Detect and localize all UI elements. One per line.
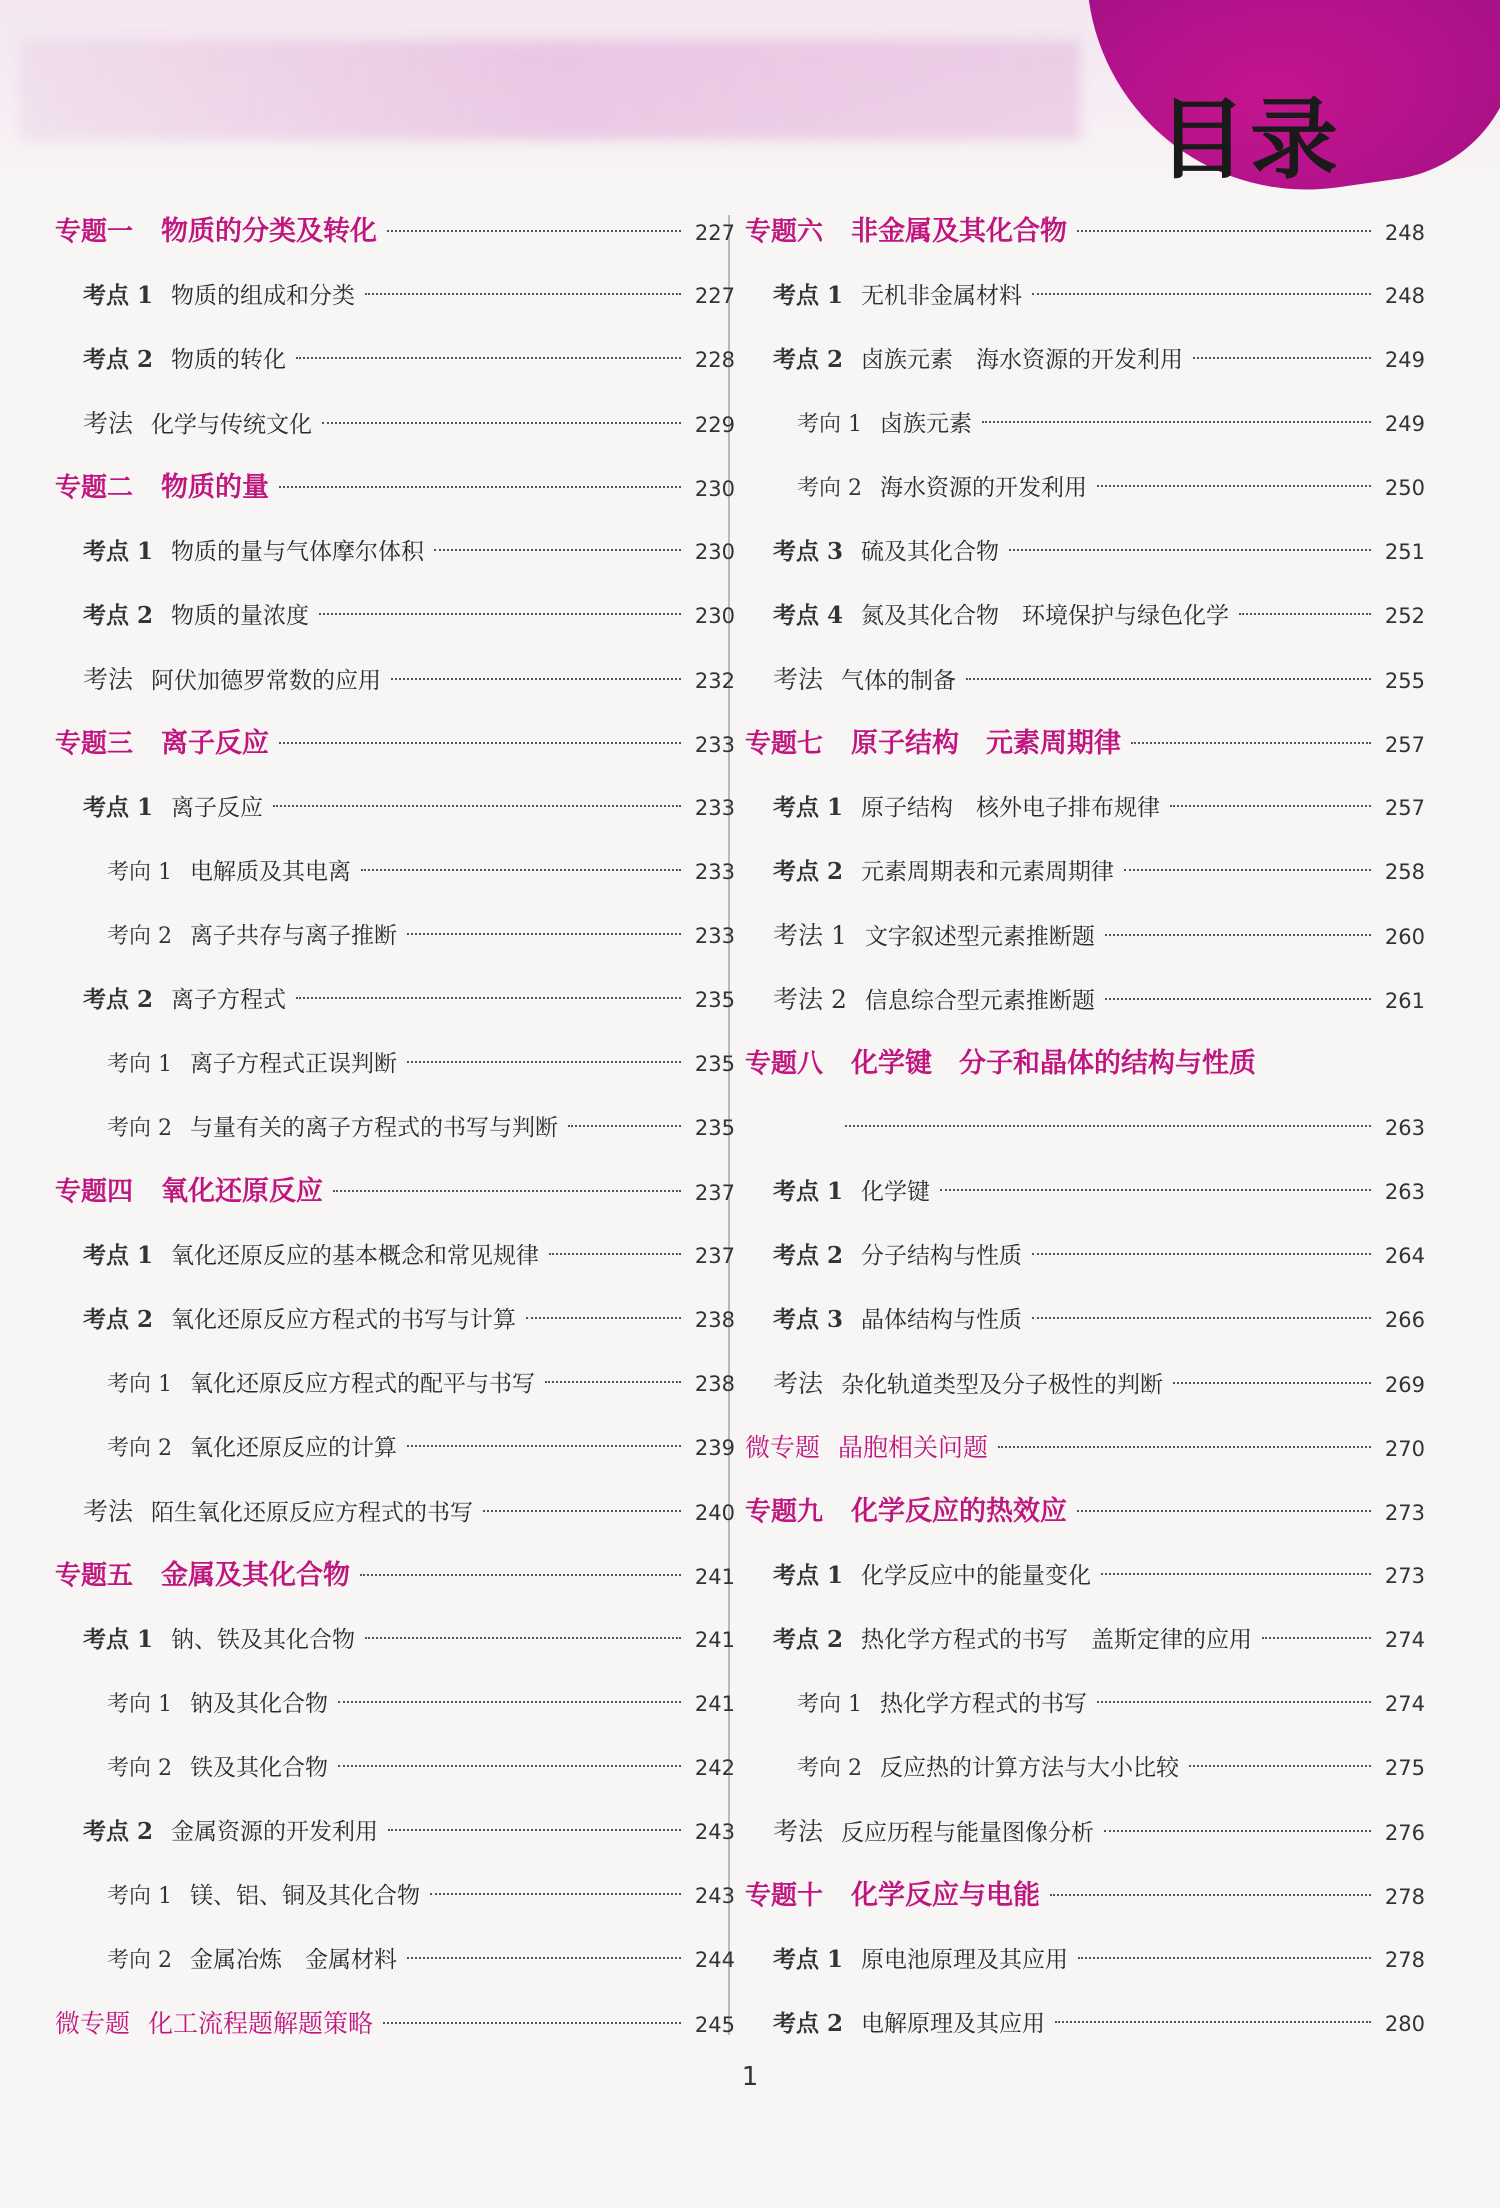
entry-title: 阿伏加德罗常数的应用 xyxy=(151,668,382,694)
entry-page-number: 274 xyxy=(1384,1628,1425,1652)
entry-title: 分子结构与性质 xyxy=(861,1243,1023,1269)
entry-tag: 考点 2 xyxy=(83,1306,154,1333)
entry-page-number: 241 xyxy=(694,1628,735,1652)
dot-leader xyxy=(1105,934,1371,936)
toc-entry[interactable] xyxy=(745,1352,1425,1416)
entry-tag: 考向 1 xyxy=(107,860,172,885)
entry-page-number: 264 xyxy=(1384,1244,1425,1268)
entry-page-number: 239 xyxy=(694,1436,735,1460)
entry-page-number: 241 xyxy=(694,1692,735,1716)
entry-page-number: 227 xyxy=(694,284,735,308)
dot-leader xyxy=(1101,1573,1371,1575)
entry-tag: 专题五 xyxy=(55,1561,134,1591)
dot-leader xyxy=(365,293,681,295)
entry-page-number: 257 xyxy=(1384,733,1425,757)
dot-leader xyxy=(434,549,681,551)
dot-leader xyxy=(1077,230,1371,232)
dot-leader xyxy=(1104,1830,1371,1832)
entry-tag: 考点 1 xyxy=(773,1562,844,1589)
dot-leader xyxy=(982,421,1371,423)
entry-tag: 考向 2 xyxy=(797,476,862,501)
toc-entry[interactable] xyxy=(55,1864,735,1928)
toc-right-column xyxy=(745,200,1425,2056)
entry-page-number: 233 xyxy=(694,860,735,884)
entry-tag: 考向 2 xyxy=(107,1436,172,1461)
entry-title: 原电池原理及其应用 xyxy=(861,1947,1069,1973)
dot-leader xyxy=(391,678,681,680)
dot-leader xyxy=(1124,869,1371,871)
entry-title: 无机非金属材料 xyxy=(861,283,1023,309)
dot-leader xyxy=(1262,1637,1371,1639)
entry-tag: 考点 4 xyxy=(773,602,844,629)
toc-entry[interactable] xyxy=(745,840,1425,904)
entry-tag: 考点 3 xyxy=(773,1306,844,1333)
toc-entry[interactable] xyxy=(55,1736,735,1800)
toc-topic-entry[interactable] xyxy=(55,1160,735,1224)
dot-leader xyxy=(279,486,681,488)
toc-entry[interactable] xyxy=(55,1224,735,1288)
entry-page-number: 244 xyxy=(694,1948,735,1972)
entry-page-number: 255 xyxy=(1384,669,1425,693)
entry-title: 杂化轨道类型及分子极性的判断 xyxy=(841,1372,1164,1398)
toc-entry[interactable] xyxy=(55,1288,735,1352)
entry-page-number: 227 xyxy=(694,221,735,245)
dot-leader xyxy=(430,1893,681,1895)
entry-title: 元素周期表和元素周期律 xyxy=(861,859,1115,885)
entry-title: 晶胞相关问题 xyxy=(838,1433,989,1462)
dot-leader xyxy=(1189,1765,1371,1767)
entry-title: 氮及其化合物 环境保护与绿色化学 xyxy=(861,603,1230,629)
dot-leader xyxy=(383,2022,681,2024)
entry-title: 离子方程式正误判断 xyxy=(190,1051,397,1077)
toc-entry[interactable] xyxy=(745,392,1425,456)
entry-page-number: 233 xyxy=(694,733,735,757)
dot-leader xyxy=(1032,1253,1371,1255)
entry-title: 氧化还原反应的基本概念和常见规律 xyxy=(171,1243,540,1269)
dot-leader xyxy=(1131,742,1371,744)
page-number: 1 xyxy=(741,2062,759,2092)
toc-entry[interactable] xyxy=(55,392,735,456)
entry-tag: 考点 2 xyxy=(83,986,154,1013)
entry-title: 非金属及其化合物 xyxy=(851,216,1068,247)
entry-tag: 考法 xyxy=(773,1369,824,1398)
toc-topic-entry[interactable] xyxy=(55,456,735,520)
dot-leader xyxy=(296,357,681,359)
entry-tag: 考点 1 xyxy=(773,1946,844,1973)
entry-title: 氧化还原反应方程式的书写与计算 xyxy=(171,1307,517,1333)
toc-entry[interactable] xyxy=(55,1032,735,1096)
entry-page-number: 263 xyxy=(1384,1180,1425,1204)
entry-tag: 专题四 xyxy=(55,1177,134,1207)
entry-page-number: 260 xyxy=(1384,925,1425,949)
toc-topic-entry[interactable] xyxy=(745,200,1425,264)
dot-leader xyxy=(407,1957,681,1959)
toc-entry[interactable] xyxy=(55,1352,735,1416)
dot-leader xyxy=(549,1253,681,1255)
entry-tag: 考向 2 xyxy=(797,1756,862,1781)
entry-title: 金属资源的开发利用 xyxy=(171,1819,379,1845)
entry-tag: 考点 2 xyxy=(773,858,844,885)
toc-entry[interactable] xyxy=(745,328,1425,392)
toc-entry[interactable] xyxy=(55,1096,735,1160)
entry-page-number: 233 xyxy=(694,924,735,948)
entry-title: 与量有关的离子方程式的书写与判断 xyxy=(190,1115,558,1141)
toc-topic-entry[interactable] xyxy=(55,200,735,264)
entry-page-number: 241 xyxy=(694,1565,735,1589)
entry-tag: 考点 1 xyxy=(83,1626,154,1653)
entry-title: 物质的转化 xyxy=(171,347,287,373)
entry-title: 离子方程式 xyxy=(171,987,287,1013)
entry-tag: 考点 1 xyxy=(773,282,844,309)
entry-page-number: 232 xyxy=(694,669,735,693)
entry-page-number: 230 xyxy=(694,604,735,628)
toc-entry[interactable] xyxy=(745,648,1425,712)
entry-page-number: 270 xyxy=(1384,1437,1425,1461)
entry-page-number: 237 xyxy=(694,1244,735,1268)
entry-title: 热化学方程式的书写 盖斯定律的应用 xyxy=(861,1627,1253,1653)
entry-page-number: 243 xyxy=(694,1820,735,1844)
dot-leader xyxy=(845,1125,1371,1127)
entry-tag: 考向 1 xyxy=(107,1884,172,1909)
entry-title: 热化学方程式的书写 xyxy=(880,1691,1087,1717)
dot-leader xyxy=(388,1829,681,1831)
entry-title: 氧化还原反应方程式的配平与书写 xyxy=(190,1371,535,1397)
entry-title: 金属冶炼 金属材料 xyxy=(190,1947,397,1973)
toc-entry[interactable] xyxy=(745,1928,1425,1992)
toc-entry[interactable] xyxy=(745,456,1425,520)
entry-tag: 考点 2 xyxy=(773,1242,844,1269)
entry-page-number: 235 xyxy=(694,988,735,1012)
entry-tag: 考法 xyxy=(83,409,134,438)
dot-leader xyxy=(483,1510,681,1512)
toc-entry[interactable] xyxy=(745,1096,1425,1160)
entry-page-number: 248 xyxy=(1384,284,1425,308)
toc-entry[interactable] xyxy=(745,1224,1425,1288)
entry-tag: 考法 1 xyxy=(773,921,847,950)
dot-leader xyxy=(407,1061,681,1063)
toc-entry[interactable] xyxy=(55,968,735,1032)
entry-tag: 考法 2 xyxy=(773,985,847,1014)
entry-tag: 考向 2 xyxy=(107,1948,172,1973)
entry-title: 物质的量 xyxy=(161,472,270,503)
entry-title: 陌生氧化还原反应方程式的书写 xyxy=(151,1500,474,1526)
toc-entry[interactable] xyxy=(55,840,735,904)
entry-tag: 考点 3 xyxy=(773,538,844,565)
entry-page-number: 249 xyxy=(1384,348,1425,372)
toc-topic-entry[interactable] xyxy=(745,712,1425,776)
entry-page-number: 278 xyxy=(1384,1948,1425,1972)
entry-tag: 考向 2 xyxy=(107,1756,172,1781)
dot-leader xyxy=(568,1125,681,1127)
dot-leader xyxy=(1239,613,1371,615)
toc-entry[interactable] xyxy=(745,776,1425,840)
entry-page-number: 266 xyxy=(1384,1308,1425,1332)
entry-title: 氧化还原反应的计算 xyxy=(190,1435,397,1461)
entry-page-number: 258 xyxy=(1384,860,1425,884)
entry-page-number: 273 xyxy=(1384,1501,1425,1525)
entry-title: 化学反应与电能 xyxy=(851,1880,1041,1911)
entry-title: 原子结构 元素周期律 xyxy=(851,728,1122,759)
dot-leader xyxy=(1105,998,1371,1000)
dot-leader xyxy=(322,422,681,424)
toc-topic-entry[interactable] xyxy=(745,1864,1425,1928)
toc-entry[interactable] xyxy=(745,1672,1425,1736)
dot-leader xyxy=(1050,1894,1371,1896)
entry-page-number: 273 xyxy=(1384,1564,1425,1588)
entry-title: 硫及其化合物 xyxy=(861,539,1000,565)
toc-entry[interactable] xyxy=(55,328,735,392)
toc-entry[interactable] xyxy=(55,1672,735,1736)
toc-entry[interactable] xyxy=(745,264,1425,328)
dot-leader xyxy=(319,613,681,615)
entry-page-number: 229 xyxy=(694,413,735,437)
dot-leader xyxy=(1170,805,1371,807)
entry-title: 电解质及其电离 xyxy=(190,859,351,885)
toc-topic-entry[interactable] xyxy=(745,1480,1425,1544)
dot-leader xyxy=(273,805,681,807)
toc-topic-entry[interactable] xyxy=(55,1544,735,1608)
entry-tag: 考法 xyxy=(83,1497,134,1526)
entry-title: 化学键 分子和晶体的结构与性质 xyxy=(851,1048,1257,1079)
entry-tag: 专题六 xyxy=(745,217,824,247)
entry-page-number: 230 xyxy=(694,477,735,501)
toc-entry[interactable] xyxy=(745,584,1425,648)
entry-page-number: 240 xyxy=(694,1501,735,1525)
entry-page-number: 269 xyxy=(1384,1373,1425,1397)
entry-page-number: 261 xyxy=(1384,989,1425,1013)
entry-page-number: 252 xyxy=(1384,604,1425,628)
entry-tag: 考法 xyxy=(773,1817,824,1846)
entry-page-number: 263 xyxy=(1384,1116,1425,1140)
entry-page-number: 238 xyxy=(694,1372,735,1396)
toc-entry[interactable] xyxy=(745,1288,1425,1352)
entry-page-number: 280 xyxy=(1384,2012,1425,2036)
entry-page-number: 233 xyxy=(694,796,735,820)
toc-entry[interactable] xyxy=(55,1992,735,2056)
entry-page-number: 278 xyxy=(1384,1885,1425,1909)
entry-title: 物质的量浓度 xyxy=(171,603,310,629)
entry-page-number: 235 xyxy=(694,1052,735,1076)
toc-entry[interactable] xyxy=(55,904,735,968)
entry-title: 信息综合型元素推断题 xyxy=(864,988,1095,1014)
entry-tag: 考点 1 xyxy=(83,1242,154,1269)
dot-leader xyxy=(387,230,681,232)
toc-entry[interactable] xyxy=(745,1416,1425,1480)
entry-tag: 考向 1 xyxy=(107,1692,172,1717)
entry-page-number: 245 xyxy=(694,2013,735,2037)
toc-entry[interactable] xyxy=(55,648,735,712)
entry-title: 化学反应中的能量变化 xyxy=(861,1563,1092,1589)
entry-title: 晶体结构与性质 xyxy=(861,1307,1023,1333)
toc-entry[interactable] xyxy=(745,1800,1425,1864)
toc-left-column xyxy=(55,200,735,2056)
entry-title: 卤族元素 xyxy=(880,411,972,437)
toc-entry[interactable] xyxy=(55,1608,735,1672)
entry-title: 文字叙述型元素推断题 xyxy=(864,924,1095,950)
entry-title: 气体的制备 xyxy=(841,668,957,694)
entry-page-number: 274 xyxy=(1384,1692,1425,1716)
entry-page-number: 250 xyxy=(1384,476,1425,500)
entry-tag: 考点 1 xyxy=(83,282,154,309)
entry-page-number: 249 xyxy=(1384,412,1425,436)
entry-tag: 专题三 xyxy=(55,729,134,759)
entry-page-number: 237 xyxy=(694,1181,735,1205)
entry-title: 金属及其化合物 xyxy=(161,1560,351,1591)
entry-tag: 考点 2 xyxy=(773,346,844,373)
dot-leader xyxy=(361,869,681,871)
entry-page-number: 228 xyxy=(694,348,735,372)
entry-title: 原子结构 核外电子排布规律 xyxy=(861,795,1161,821)
toc-entry[interactable] xyxy=(55,1800,735,1864)
entry-tag: 微专题 xyxy=(745,1433,821,1462)
entry-title: 化学反应的热效应 xyxy=(851,1496,1068,1527)
dot-leader xyxy=(333,1190,681,1192)
header-decoration xyxy=(20,40,1080,140)
toc-topic-entry[interactable] xyxy=(55,712,735,776)
toc-entry[interactable] xyxy=(745,1992,1425,2056)
entry-title: 物质的组成和分类 xyxy=(171,283,356,309)
entry-tag: 考点 2 xyxy=(773,2010,844,2037)
entry-tag: 考点 2 xyxy=(83,602,154,629)
entry-page-number: 242 xyxy=(694,1756,735,1780)
toc-entry[interactable] xyxy=(55,1480,735,1544)
entry-page-number: 243 xyxy=(694,1884,735,1908)
dot-leader xyxy=(966,678,1371,680)
entry-title: 铁及其化合物 xyxy=(190,1755,328,1781)
entry-tag: 考向 1 xyxy=(797,412,862,437)
entry-page-number: 257 xyxy=(1384,796,1425,820)
entry-title: 氧化还原反应 xyxy=(161,1176,324,1207)
entry-title: 化学键 xyxy=(861,1179,931,1205)
toc-entry[interactable] xyxy=(55,264,735,328)
entry-title: 反应历程与能量图像分析 xyxy=(841,1820,1095,1846)
page-title: 目录 xyxy=(1158,88,1343,191)
entry-title: 化学与传统文化 xyxy=(151,412,313,438)
dot-leader xyxy=(407,1445,681,1447)
entry-tag: 专题十 xyxy=(745,1881,824,1911)
entry-tag: 考点 1 xyxy=(773,1178,844,1205)
entry-tag: 考法 xyxy=(773,665,824,694)
toc-entry[interactable] xyxy=(55,584,735,648)
entry-title: 钠、铁及其化合物 xyxy=(171,1627,356,1653)
dot-leader xyxy=(545,1381,681,1383)
entry-title: 离子反应 xyxy=(161,728,270,759)
dot-leader xyxy=(1009,549,1371,551)
toc-entry[interactable] xyxy=(55,1928,735,1992)
dot-leader xyxy=(1097,1701,1371,1703)
toc-entry[interactable] xyxy=(745,1736,1425,1800)
toc-entry[interactable] xyxy=(745,1608,1425,1672)
entry-tag: 考向 1 xyxy=(107,1052,172,1077)
entry-page-number: 276 xyxy=(1384,1821,1425,1845)
dot-leader xyxy=(1032,293,1371,295)
entry-tag: 专题八 xyxy=(745,1049,824,1079)
dot-leader xyxy=(360,1574,681,1576)
entry-tag: 考向 2 xyxy=(107,1116,172,1141)
entry-tag: 微专题 xyxy=(55,2009,131,2038)
entry-tag: 考向 1 xyxy=(107,1372,172,1397)
entry-page-number: 238 xyxy=(694,1308,735,1332)
dot-leader xyxy=(1097,485,1371,487)
dot-leader xyxy=(1193,357,1371,359)
entry-tag: 专题七 xyxy=(745,729,824,759)
entry-tag: 专题九 xyxy=(745,1497,824,1527)
entry-page-number: 230 xyxy=(694,540,735,564)
entry-tag: 考法 xyxy=(83,665,134,694)
dot-leader xyxy=(338,1701,681,1703)
entry-title: 镁、铝、铜及其化合物 xyxy=(190,1883,420,1909)
dot-leader xyxy=(365,1637,681,1639)
toc-entry[interactable] xyxy=(745,1160,1425,1224)
entry-title: 电解原理及其应用 xyxy=(861,2011,1046,2037)
toc-entry[interactable] xyxy=(745,520,1425,584)
entry-tag: 专题二 xyxy=(55,473,134,503)
entry-page-number: 275 xyxy=(1384,1756,1425,1780)
entry-title: 卤族元素 海水资源的开发利用 xyxy=(861,347,1184,373)
entry-title: 物质的分类及转化 xyxy=(161,216,378,247)
entry-page-number: 251 xyxy=(1384,540,1425,564)
entry-page-number: 235 xyxy=(694,1116,735,1140)
entry-tag: 考向 2 xyxy=(107,924,172,949)
entry-tag: 考点 2 xyxy=(83,1818,154,1845)
entry-title: 离子共存与离子推断 xyxy=(190,923,397,949)
dot-leader xyxy=(1078,1957,1371,1959)
toc-entry[interactable] xyxy=(55,520,735,584)
toc-entry[interactable] xyxy=(745,1544,1425,1608)
entry-tag: 考点 2 xyxy=(83,346,154,373)
dot-leader xyxy=(407,933,681,935)
entry-tag: 考点 1 xyxy=(83,538,154,565)
entry-title: 反应热的计算方法与大小比较 xyxy=(880,1755,1179,1781)
toc-entry[interactable] xyxy=(745,904,1425,968)
entry-title: 化工流程题解题策略 xyxy=(148,2009,374,2038)
dot-leader xyxy=(338,1765,681,1767)
dot-leader xyxy=(296,997,681,999)
entry-tag: 专题一 xyxy=(55,217,134,247)
toc-topic-entry[interactable] xyxy=(745,1032,1425,1096)
entry-title: 海水资源的开发利用 xyxy=(880,475,1087,501)
dot-leader xyxy=(1055,2021,1371,2023)
entry-page-number: 248 xyxy=(1384,221,1425,245)
entry-tag: 考点 1 xyxy=(83,794,154,821)
entry-tag: 考向 1 xyxy=(797,1692,862,1717)
entry-tag: 考点 1 xyxy=(773,794,844,821)
entry-tag: 考点 2 xyxy=(773,1626,844,1653)
dot-leader xyxy=(279,742,681,744)
dot-leader xyxy=(998,1446,1371,1448)
dot-leader xyxy=(940,1189,1371,1191)
entry-title: 离子反应 xyxy=(171,795,264,821)
entry-title: 钠及其化合物 xyxy=(190,1691,328,1717)
toc-entry[interactable] xyxy=(55,776,735,840)
dot-leader xyxy=(1032,1317,1371,1319)
dot-leader xyxy=(526,1317,681,1319)
toc-entry[interactable] xyxy=(55,1416,735,1480)
entry-title: 物质的量与气体摩尔体积 xyxy=(171,539,425,565)
toc-entry[interactable] xyxy=(745,968,1425,1032)
dot-leader xyxy=(1173,1382,1371,1384)
dot-leader xyxy=(1077,1510,1371,1512)
